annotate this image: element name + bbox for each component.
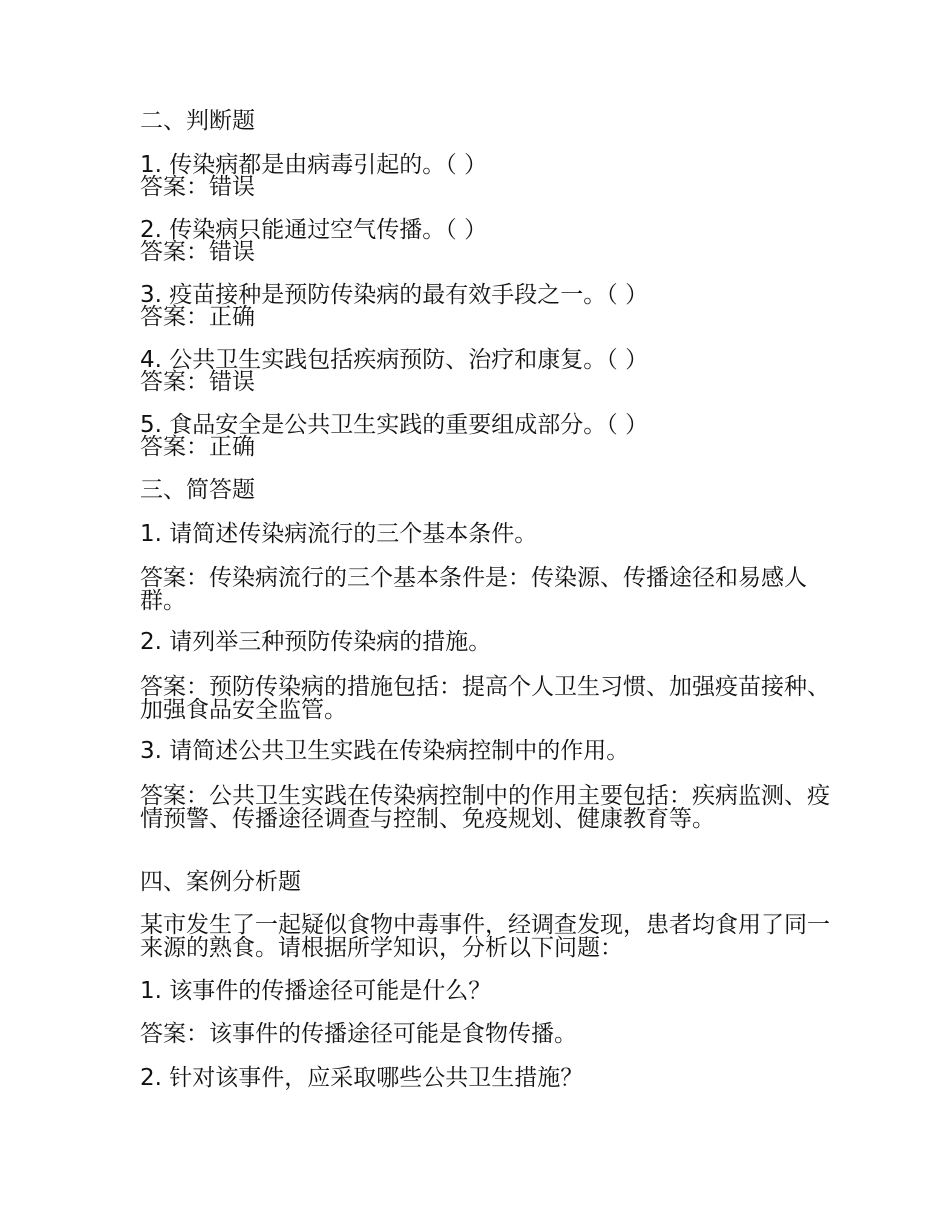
short-answer-question-2: 2. 请列举三种预防传染病的措施。	[140, 629, 492, 655]
judgment-question-3: 3. 疫苗接种是预防传染病的最有效手段之一。（ ）	[140, 282, 649, 308]
judgment-question-1: 1. 传染病都是由病毒引起的。（ ）	[140, 152, 488, 178]
judgment-question-5: 5. 食品安全是公共卫生实践的重要组成部分。（ ）	[140, 412, 649, 438]
judgment-question-2: 2. 传染病只能通过空气传播。（ ）	[140, 217, 488, 243]
judgment-answer-1: 答案：错误	[140, 174, 255, 200]
short-answer-answer-1: 答案：传染病流行的三个基本条件是：传染源、传播途径和易感人群。	[140, 565, 807, 614]
short-answer-question-3: 3. 请简述公共卫生实践在传染病控制中的作用。	[140, 738, 630, 764]
judgment-answer-4: 答案：错误	[140, 369, 255, 395]
judgment-answer-2: 答案：错误	[140, 239, 255, 265]
judgment-answer-3: 答案：正确	[140, 304, 255, 330]
short-answer-answer-3: 答案：公共卫生实践在传染病控制中的作用主要包括：疾病监测、疫情预警、传播途径调查与控制、免疫规划、健康教育等。	[140, 783, 830, 832]
short-answer-question-1: 1. 请简述传染病流行的三个基本条件。	[140, 521, 538, 547]
judgment-question-4: 4. 公共卫生实践包括疾病预防、治疗和康复。（ ）	[140, 347, 649, 373]
case-answer-1: 答案：该事件的传播途径可能是食物传播。	[140, 1021, 577, 1047]
section-heading-case-analysis: 四、案例分析题	[140, 869, 301, 895]
section-heading-short-answer: 三、简答题	[140, 477, 255, 503]
judgment-answer-5: 答案：正确	[140, 434, 255, 460]
case-question-1: 1. 该事件的传播途径可能是什么？	[140, 978, 492, 1004]
case-question-2: 2. 针对该事件，应采取哪些公共卫生措施？	[140, 1065, 584, 1091]
case-intro: 某市发生了一起疑似食物中毒事件，经调查发现，患者均食用了同一来源的熟食。请根据所学知识，分析以下问题：	[140, 912, 830, 961]
section-heading-judgment: 二、判断题	[140, 108, 255, 134]
short-answer-answer-2: 答案：预防传染病的措施包括：提高个人卫生习惯、加强疫苗接种、加强食品安全监管。	[140, 674, 830, 723]
